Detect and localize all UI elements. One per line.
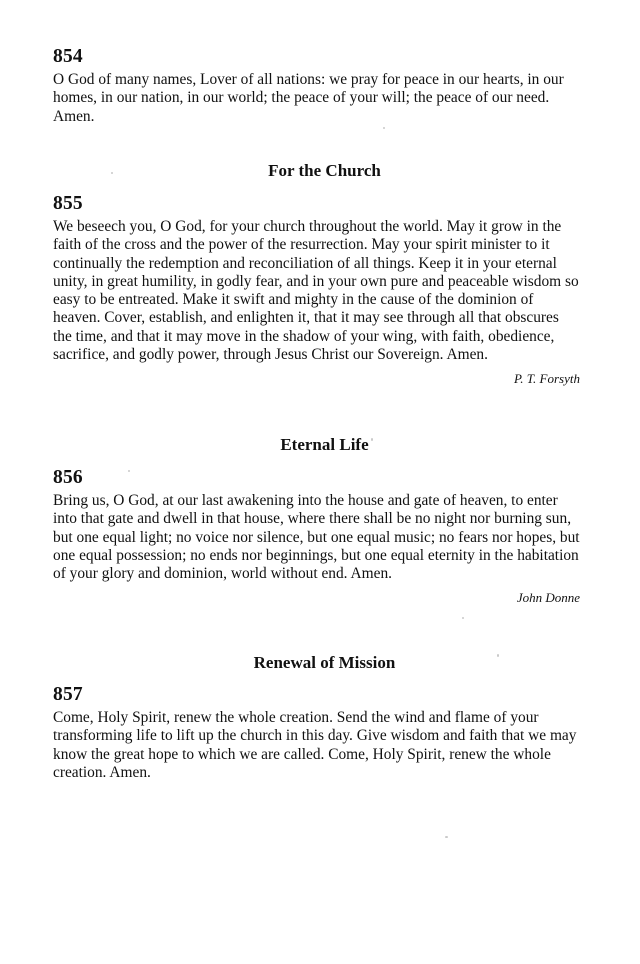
prayer-number: 854	[53, 46, 83, 67]
prayer-attribution: P. T. Forsyth	[514, 371, 580, 387]
section-heading-eternal-life: Eternal Life	[280, 435, 369, 454]
prayer-854	[53, 44, 580, 126]
scan-speck	[128, 470, 130, 472]
scan-speck	[111, 172, 113, 174]
section-heading-for-the-church: For the Church	[268, 161, 381, 180]
prayer-text: O God of many names, Lover of all nations: we pray for peace in our hearts, in our homes, in our nation, in our world; the peace of your will; the peace of our need. Amen.	[53, 71, 564, 125]
scan-speck	[497, 654, 499, 657]
prayer-857	[53, 682, 580, 782]
prayer-number: 856	[53, 467, 83, 488]
scan-speck	[371, 438, 373, 441]
prayer-attribution: John Donne	[516, 590, 580, 606]
scan-speck	[462, 617, 464, 619]
prayer-text: Bring us, O God, at our last awakening into the house and gate of heaven, to enter into that gate and dwell in that house, where there shall be no night nor burning sun, but one equal light; no voice nor silence, but one equal music; no fears nor hopes, but one equal possession; no ends nor beginnings, but one equal eternity in the habitation of your glory and dominion, world without end. Amen.	[53, 492, 580, 583]
prayer-number: 857	[53, 684, 83, 705]
prayer-856	[53, 465, 580, 607]
prayer-text: We beseech you, O God, for your church throughout the world. May it grow in the faith of the cross and the power of the resurrection. May your spirit minister to it continually the redemption and reconciliation of all things. Keep it in your eternal unity, in great humility, in godly fear, and in your own pure and peaceable wisdom so easy to be entreated. Make it swift and mighty in the cause of the dominion of heaven. Cover, establish, and enlighten it, that it may see through all that obscures the time, and that it may move in the shadow of your wing, with faith, obedience, sacrifice, and godly power, through Jesus Christ our Sovereign. Amen.	[53, 218, 579, 364]
section-heading-renewal-of-mission: Renewal of Mission	[253, 653, 396, 672]
scan-speck	[383, 127, 385, 129]
prayer-number: 855	[53, 193, 83, 214]
prayer-855	[53, 191, 580, 388]
scan-speck	[445, 836, 448, 838]
prayer-text: Come, Holy Spirit, renew the whole creation. Send the wind and flame of your transforming life to lift up the church in this day. Give wisdom and faith that we may know the great hope to which we are called. Come, Holy Spirit, renew the whole creation. Amen.	[53, 709, 577, 781]
